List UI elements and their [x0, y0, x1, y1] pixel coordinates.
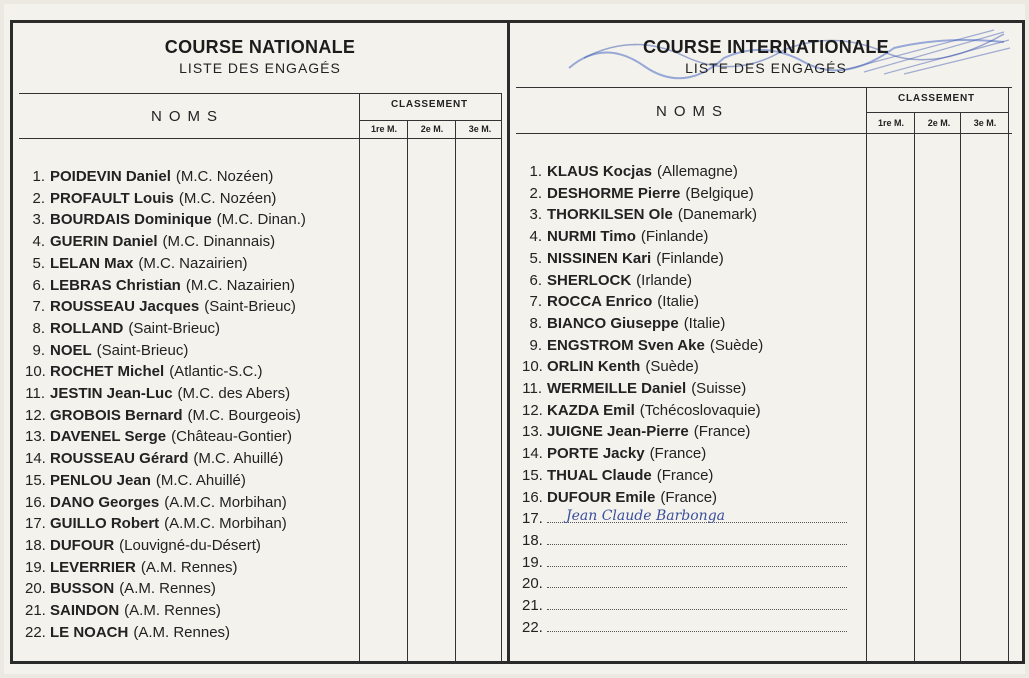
entry-row	[25, 298, 296, 315]
col-rule-2	[914, 112, 915, 661]
entry-club: (M.C. des Abers)	[177, 385, 291, 402]
entry-name: JESTIN Jean-Luc	[50, 385, 173, 402]
entry-name: GROBOIS Bernard	[50, 406, 183, 424]
entry-number: 8.	[529, 314, 542, 332]
entry-club: (Saint-Brieuc)	[128, 319, 221, 337]
entry-number: 16.	[522, 488, 543, 506]
entry-number: 9.	[32, 341, 45, 359]
entry-number: 18.	[522, 531, 543, 549]
international-title: COURSE INTERNATIONALE	[643, 37, 889, 57]
entry-name: ROCHET Michel	[50, 363, 165, 381]
entry-name: LEVERRIER	[50, 558, 136, 576]
entry-club: (M.C. Ahuillé)	[155, 471, 246, 489]
entry-name: LELAN Max	[50, 254, 134, 272]
international-subtitle: LISTE DES ENGAGÉS	[685, 60, 847, 76]
entry-number: 21.	[25, 602, 46, 619]
program-page	[4, 4, 1025, 674]
entry-club: (France)	[656, 466, 714, 484]
entry-club: (Suisse)	[691, 380, 747, 397]
header-rule	[516, 87, 1012, 88]
classement-sub-rule	[359, 120, 501, 121]
entry-club: (Saint-Brieuc)	[204, 298, 296, 316]
entry-number: 3.	[32, 211, 45, 229]
blank-entry-row	[522, 554, 847, 571]
entry-name: PENLOU Jean	[50, 471, 151, 489]
entry-row	[522, 402, 761, 419]
entry-club: (Finlande)	[656, 249, 724, 267]
entry-number: 17.	[522, 510, 543, 528]
entry-name: BOURDAIS Dominique	[50, 211, 212, 229]
entry-number: 14.	[25, 450, 46, 468]
entry-number: 7.	[32, 298, 45, 316]
entry-row	[25, 515, 287, 532]
entry-number: 19.	[522, 553, 543, 571]
classement-rule	[359, 93, 360, 661]
entry-name: ROCCA Enrico	[547, 293, 653, 311]
entry-number: 20.	[522, 575, 543, 593]
col-header-1: 1re M.	[877, 118, 904, 128]
entry-row	[25, 363, 263, 380]
entry-club: (M.C. Nazairien)	[185, 276, 296, 294]
entry-number: 13.	[522, 423, 543, 441]
entry-club: (Belgique)	[685, 184, 754, 202]
entry-row	[522, 315, 725, 332]
entry-name: PROFAULT Louis	[50, 189, 174, 207]
entry-club: (M.C. Nozéen)	[175, 168, 274, 185]
header-bottom-rule	[516, 133, 1012, 134]
entry-number: 1.	[32, 168, 45, 185]
entry-row	[25, 428, 292, 445]
entry-number: 22.	[25, 623, 46, 641]
entry-name: THORKILSEN Ole	[547, 206, 673, 224]
entry-number: 16.	[25, 493, 46, 511]
entry-row	[25, 320, 220, 337]
entry-number: 11.	[522, 380, 542, 397]
entry-name: ORLIN Kenth	[547, 358, 641, 376]
entry-club: (M.C. Dinan.)	[216, 211, 306, 229]
international-panel	[510, 23, 1022, 661]
entry-name: DUFOUR Emile	[547, 488, 656, 506]
entry-club: (Allemagne)	[657, 163, 738, 180]
entry-row	[522, 445, 706, 462]
entry-row	[522, 250, 724, 267]
entry-name: KLAUS Kocjas	[547, 163, 653, 180]
entry-name: POIDEVIN Daniel	[50, 168, 171, 185]
dotted-line	[547, 599, 847, 610]
entry-club: (France)	[660, 488, 718, 506]
entry-row	[25, 602, 221, 619]
col-header-1: 1re M.	[370, 124, 397, 134]
entry-club: (A.M. Rennes)	[119, 580, 216, 598]
entry-row	[25, 233, 275, 250]
entry-row	[522, 293, 699, 310]
entry-name: WERMEILLE Daniel	[547, 380, 687, 397]
entry-row	[25, 624, 230, 641]
entry-name: BUSSON	[50, 580, 115, 598]
entry-name: GUERIN Daniel	[50, 233, 158, 251]
entry-row	[522, 185, 754, 202]
entry-number: 9.	[529, 336, 542, 354]
entry-row	[25, 580, 216, 597]
blank-entry-row	[522, 575, 847, 592]
national-panel	[13, 23, 507, 661]
entry-name: SHERLOCK	[547, 271, 632, 289]
entry-row	[25, 537, 261, 554]
entry-row	[25, 168, 273, 185]
entry-number: 11.	[25, 385, 45, 402]
entry-number: 5.	[529, 249, 542, 267]
entry-row	[25, 385, 290, 402]
entry-row	[25, 407, 301, 424]
header-bottom-rule	[19, 138, 501, 139]
entry-club: (A.M. Rennes)	[133, 623, 231, 641]
entry-club: (Louvigné-du-Désert)	[119, 536, 261, 554]
classement-rule	[866, 87, 867, 661]
entry-number: 3.	[529, 206, 542, 224]
col-rule-3	[960, 112, 961, 661]
col-header-2: 2e M.	[927, 118, 951, 128]
col-rule-end	[1008, 87, 1009, 661]
national-subtitle: LISTE DES ENGAGÉS	[179, 60, 341, 76]
entry-club: (M.C. Bourgeois)	[187, 406, 301, 424]
entry-club: (Finlande)	[640, 228, 709, 246]
col-header-3: 3e M.	[468, 124, 492, 134]
entry-row	[25, 494, 287, 511]
entry-club: (Saint-Brieuc)	[96, 341, 189, 359]
col-rule-2	[407, 120, 408, 661]
entry-row	[25, 559, 238, 576]
entry-club: (Château-Gontier)	[171, 428, 293, 446]
entry-club: (M.C. Nozéen)	[178, 189, 277, 207]
entry-name: NURMI Timo	[547, 228, 636, 246]
entry-name: DUFOUR	[50, 536, 115, 554]
national-title: COURSE NATIONALE	[164, 37, 356, 57]
entry-number: 20.	[25, 580, 46, 598]
entry-name: DESHORME Pierre	[547, 184, 681, 202]
entry-name: GUILLO Robert	[50, 515, 160, 533]
entry-number: 2.	[32, 189, 45, 207]
classement-sub-rule	[866, 112, 1008, 113]
entry-row	[25, 450, 283, 467]
entry-name: PORTE Jacky	[547, 445, 645, 463]
entry-number: 17.	[25, 515, 46, 533]
entry-number: 15.	[522, 466, 543, 484]
entry-row	[522, 206, 757, 223]
dotted-line	[547, 621, 847, 632]
entry-row	[522, 489, 717, 506]
col-rule-end	[501, 93, 502, 661]
entry-name: ROLLAND	[50, 319, 124, 337]
entry-number: 21.	[522, 597, 543, 614]
entry-row	[522, 467, 713, 484]
entry-club: (Italie)	[657, 293, 699, 311]
col-header-3: 3e M.	[973, 118, 997, 128]
entry-club: (Irlande)	[636, 271, 693, 289]
entry-club: (France)	[693, 423, 751, 441]
dotted-line	[547, 556, 847, 567]
noms-header: NOMS	[151, 108, 224, 125]
blank-entry-row	[522, 597, 847, 614]
entry-club: (Italie)	[683, 314, 726, 332]
classement-header: CLASSEMENT	[391, 99, 468, 110]
entry-club: (A.M. Rennes)	[124, 602, 221, 619]
entry-row	[25, 255, 248, 272]
entry-club: (M.C. Nazairien)	[138, 254, 248, 272]
entry-club: (A.M.C. Morbihan)	[164, 493, 287, 511]
entry-number: 14.	[522, 445, 543, 463]
entry-row	[522, 337, 763, 354]
entry-club: (France)	[649, 445, 707, 463]
blank-entry-row	[522, 619, 847, 636]
entry-row	[522, 228, 708, 245]
entry-number: 6.	[529, 271, 542, 289]
entry-name: KAZDA Emil	[547, 401, 635, 419]
entry-number: 13.	[25, 428, 46, 446]
entry-name: NOEL	[50, 341, 92, 359]
entry-row	[25, 211, 306, 228]
col-rule-3	[455, 120, 456, 661]
entry-row	[25, 277, 295, 294]
entry-name: ROUSSEAU Jacques	[50, 298, 200, 316]
entry-name: SAINDON	[50, 602, 120, 619]
entry-club: (Suède)	[709, 336, 764, 354]
entry-name: JUIGNE Jean-Pierre	[547, 423, 689, 441]
entry-name: THUAL Claude	[547, 466, 652, 484]
classement-header: CLASSEMENT	[898, 93, 975, 104]
entry-number: 8.	[32, 319, 45, 337]
entry-number: 4.	[529, 228, 542, 246]
entry-number: 18.	[25, 536, 46, 554]
entry-number: 22.	[522, 618, 543, 636]
entry-number: 7.	[529, 293, 542, 311]
entry-club: (A.M. Rennes)	[140, 558, 238, 576]
entry-row	[522, 163, 738, 180]
entry-club: (Tchécoslovaquie)	[639, 401, 761, 419]
dotted-line	[547, 534, 847, 545]
entry-row	[522, 272, 692, 289]
noms-header: NOMS	[656, 103, 729, 120]
entry-club: (Atlantic-S.C.)	[169, 363, 263, 381]
header-rule	[19, 93, 501, 94]
entry-name: ENGSTROM Sven Ake	[547, 336, 705, 354]
entry-number: 15.	[25, 471, 46, 489]
entry-number: 5.	[32, 254, 45, 272]
entry-number: 4.	[32, 233, 45, 251]
entry-number: 12.	[522, 401, 543, 419]
entry-club: (M.C. Dinannais)	[162, 233, 276, 251]
entry-name: ROUSSEAU Gérard	[50, 450, 189, 468]
entry-club: (Danemark)	[677, 206, 758, 224]
entry-number: 12.	[25, 406, 46, 424]
entry-row	[25, 190, 276, 207]
blank-entry-row	[522, 532, 847, 549]
entry-number: 2.	[529, 184, 542, 202]
entry-number: 10.	[25, 363, 46, 381]
entry-number: 10.	[522, 358, 543, 376]
entry-club: (Suède)	[645, 358, 699, 376]
dotted-line	[547, 577, 847, 588]
entry-number: 6.	[32, 276, 45, 294]
entry-name: DANO Georges	[50, 493, 160, 511]
entry-row	[522, 423, 750, 440]
entry-name: NISSINEN Kari	[547, 249, 652, 267]
entry-club: (M.C. Ahuillé)	[193, 450, 284, 468]
entry-row	[25, 472, 246, 489]
entry-club: (A.M.C. Morbihan)	[164, 515, 287, 533]
entry-row	[522, 358, 699, 375]
entry-row	[522, 380, 746, 397]
entry-name: LEBRAS Christian	[50, 276, 181, 294]
entry-name: BIANCO Giuseppe	[547, 314, 679, 332]
handwritten-name: Jean Claude Barbonga	[566, 508, 726, 525]
entry-row	[25, 342, 188, 359]
col-header-2: 2e M.	[420, 124, 444, 134]
entry-name: LE NOACH	[50, 623, 129, 641]
entry-number: 19.	[25, 558, 46, 576]
entry-name: DAVENEL Serge	[50, 428, 167, 446]
entry-number: 1.	[529, 163, 542, 180]
